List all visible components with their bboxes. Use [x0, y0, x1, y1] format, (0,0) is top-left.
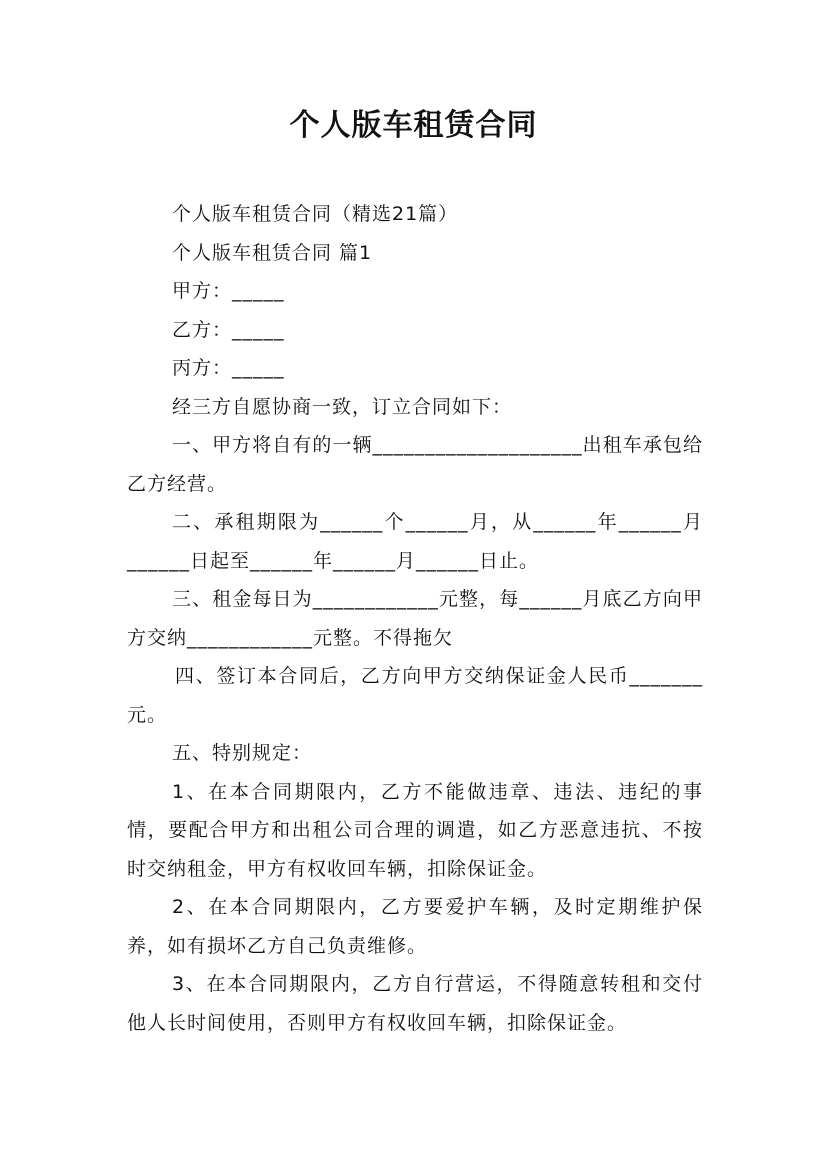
paragraph-clause-3: 三、租金每日为____________元整，每______月底乙方向甲方交纳____________元整。不得拖欠	[127, 588, 703, 649]
paragraph-clause-5: 五、特别规定：	[172, 742, 313, 764]
paragraph-rule-2: 2、在本合同期限内，乙方要爱护车辆，及时定期维护保养，如有损坏乙方自己负责维修。	[127, 896, 703, 957]
paragraph-party-c: 丙方：_____	[172, 357, 285, 379]
paragraph-section-heading: 个人版车租赁合同 篇1	[172, 241, 373, 264]
document-body	[127, 195, 703, 1042]
paragraph-clause-1: 一、甲方将自有的一辆____________________出租车承包给乙方经营。	[127, 434, 703, 495]
paragraph-clause-2: 二、承租期限为______个______月，从______年______月______日起至______年______月______日止。	[127, 511, 703, 572]
document-title: 个人版车租赁合同	[289, 108, 538, 143]
paragraph-subtitle: 个人版车租赁合同（精选21篇）	[172, 203, 459, 225]
paragraph-rule-3: 3、在本合同期限内，乙方自行营运，不得随意转租和交付他人长时间使用，否则甲方有权收回车辆，扣除保证金。	[127, 973, 703, 1034]
paragraph-party-a: 甲方：_____	[172, 280, 285, 302]
paragraph-clause-4: 四、签订本合同后，乙方向甲方交纳保证金人民币_______元。	[127, 665, 703, 726]
paragraph-rule-1: 1、在本合同期限内，乙方不能做违章、违法、违纪的事情，要配合甲方和出租公司合理的调遣，如乙方恶意违抗、不按时交纳租金，甲方有权收回车辆，扣除保证金。	[127, 780, 703, 880]
paragraph-agreement-intro: 经三方自愿协商一致，订立合同如下：	[172, 395, 513, 418]
paragraph-party-b: 乙方：_____	[172, 318, 285, 341]
